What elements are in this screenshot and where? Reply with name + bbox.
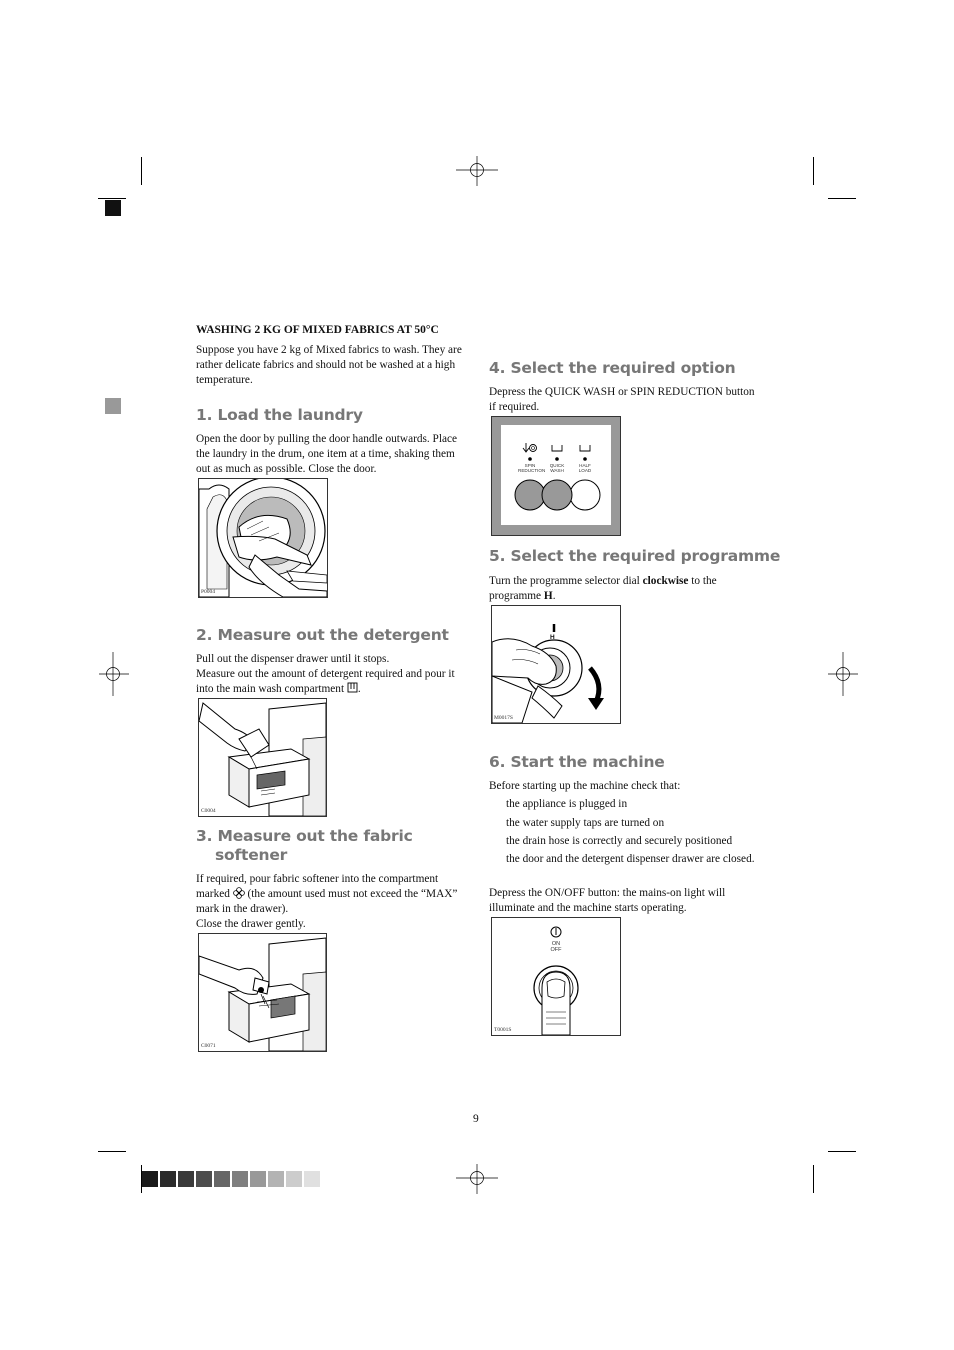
quick-wash-label: QUICK WASH bbox=[549, 463, 565, 473]
intro-text: Suppose you have 2 kg of Mixed fabrics to wash. They are rather delicate fabrics and should not be washed at a high temperature. bbox=[196, 344, 462, 386]
black-tab-marker bbox=[105, 200, 121, 216]
step1-heading: 1. Load the laundry bbox=[196, 406, 363, 424]
check-item: the appliance is plugged in bbox=[506, 798, 628, 810]
check-item: the drain hose is correctly and securely positioned bbox=[506, 835, 733, 847]
on-off-button-illustration bbox=[491, 917, 621, 1036]
half-load-label: HALF LOAD bbox=[578, 463, 592, 473]
option-buttons-panel bbox=[491, 416, 621, 536]
figure-code: T0001S bbox=[494, 1027, 512, 1033]
step6-text: Depress the ON/OFF button: the mains-on light will illuminate and the machine starts operating. bbox=[489, 887, 726, 914]
colour-swatch bbox=[232, 1171, 248, 1187]
step2-line2: Measure out the amount of detergent required and pour it into the main wash compartment . bbox=[196, 668, 455, 695]
dial-letter: H bbox=[550, 634, 555, 641]
colour-swatch bbox=[268, 1171, 284, 1187]
colour-swatch bbox=[286, 1171, 302, 1187]
quick-wash-symbol-icon bbox=[552, 445, 562, 451]
intro-title: WASHING 2 KG OF MIXED FABRICS AT 50°C bbox=[196, 324, 439, 336]
step2-heading: 2. Measure out the detergent bbox=[196, 626, 449, 644]
colour-swatch bbox=[178, 1171, 194, 1187]
half-load-led bbox=[583, 457, 587, 461]
registration-mark-right bbox=[828, 652, 858, 696]
step2-line1: Pull out the dispenser drawer until it stops. bbox=[196, 653, 390, 665]
colour-swatch bbox=[142, 1171, 158, 1187]
colour-swatch bbox=[160, 1171, 176, 1187]
colour-swatch bbox=[196, 1171, 212, 1187]
step5-text: Turn the programme selector dial clockwise to the programme H. bbox=[489, 575, 717, 602]
figure-code: C0004 bbox=[201, 808, 216, 814]
spin-reduction-label: SPIN REDUCTION bbox=[518, 463, 546, 473]
spin-reduction-button[interactable] bbox=[515, 480, 545, 510]
spin-reduction-symbol-icon bbox=[523, 443, 537, 452]
figure-code: M0017S bbox=[494, 715, 513, 721]
quick-wash-button[interactable] bbox=[542, 480, 572, 510]
quick-wash-led bbox=[555, 457, 559, 461]
half-load-symbol-icon bbox=[580, 445, 590, 451]
fabric-softener-illustration bbox=[198, 933, 327, 1052]
step4-heading: 4. Select the required option bbox=[489, 359, 736, 377]
fabric-softener-flower-icon bbox=[233, 887, 245, 899]
grey-tab-marker bbox=[105, 398, 121, 414]
colour-swatch bbox=[250, 1171, 266, 1187]
step5-heading: 5. Select the required programme bbox=[489, 547, 781, 565]
programme-dial-illustration bbox=[491, 605, 621, 724]
spin-reduction-led bbox=[528, 457, 532, 461]
registration-mark-top bbox=[456, 156, 498, 186]
on-off-label: ON OFF bbox=[550, 941, 562, 953]
step6-intro: Before starting up the machine check that: bbox=[489, 780, 681, 792]
figure-code: C0071 bbox=[201, 1043, 216, 1049]
step6-heading: 6. Start the machine bbox=[489, 753, 665, 771]
colour-calibration-bar bbox=[142, 1171, 322, 1187]
registration-mark-bottom bbox=[456, 1164, 498, 1194]
detergent-drawer-illustration bbox=[198, 698, 327, 817]
figure-code: P0004 bbox=[201, 589, 216, 595]
registration-mark-left bbox=[99, 652, 129, 696]
colour-swatch bbox=[214, 1171, 230, 1187]
step3-heading-line1: 3. Measure out the fabric bbox=[196, 827, 413, 845]
check-item: the water supply taps are turned on bbox=[506, 817, 665, 829]
half-load-button[interactable] bbox=[570, 480, 600, 510]
colour-swatch bbox=[304, 1171, 320, 1187]
load-laundry-illustration bbox=[198, 478, 328, 598]
step4-text: Depress the QUICK WASH or SPIN REDUCTION button if required. bbox=[489, 386, 755, 413]
main-wash-compartment-icon bbox=[347, 682, 358, 693]
step3-text: If required, pour fabric softener into the compartment marked (the amount used must not exceed the “MAX” mark in the drawer). Close the drawer gently. bbox=[196, 873, 458, 930]
page-number: 9 bbox=[473, 1113, 479, 1125]
check-item: the door and the detergent dispenser drawer are closed. bbox=[506, 853, 755, 865]
step3-heading-line2: softener bbox=[215, 846, 288, 864]
step1-text: Open the door by pulling the door handle outwards. Place the laundry in the drum, one item at a time, shaking them out as much as possible. Close the door. bbox=[196, 433, 458, 475]
clockwise-arrow-icon bbox=[590, 668, 599, 702]
